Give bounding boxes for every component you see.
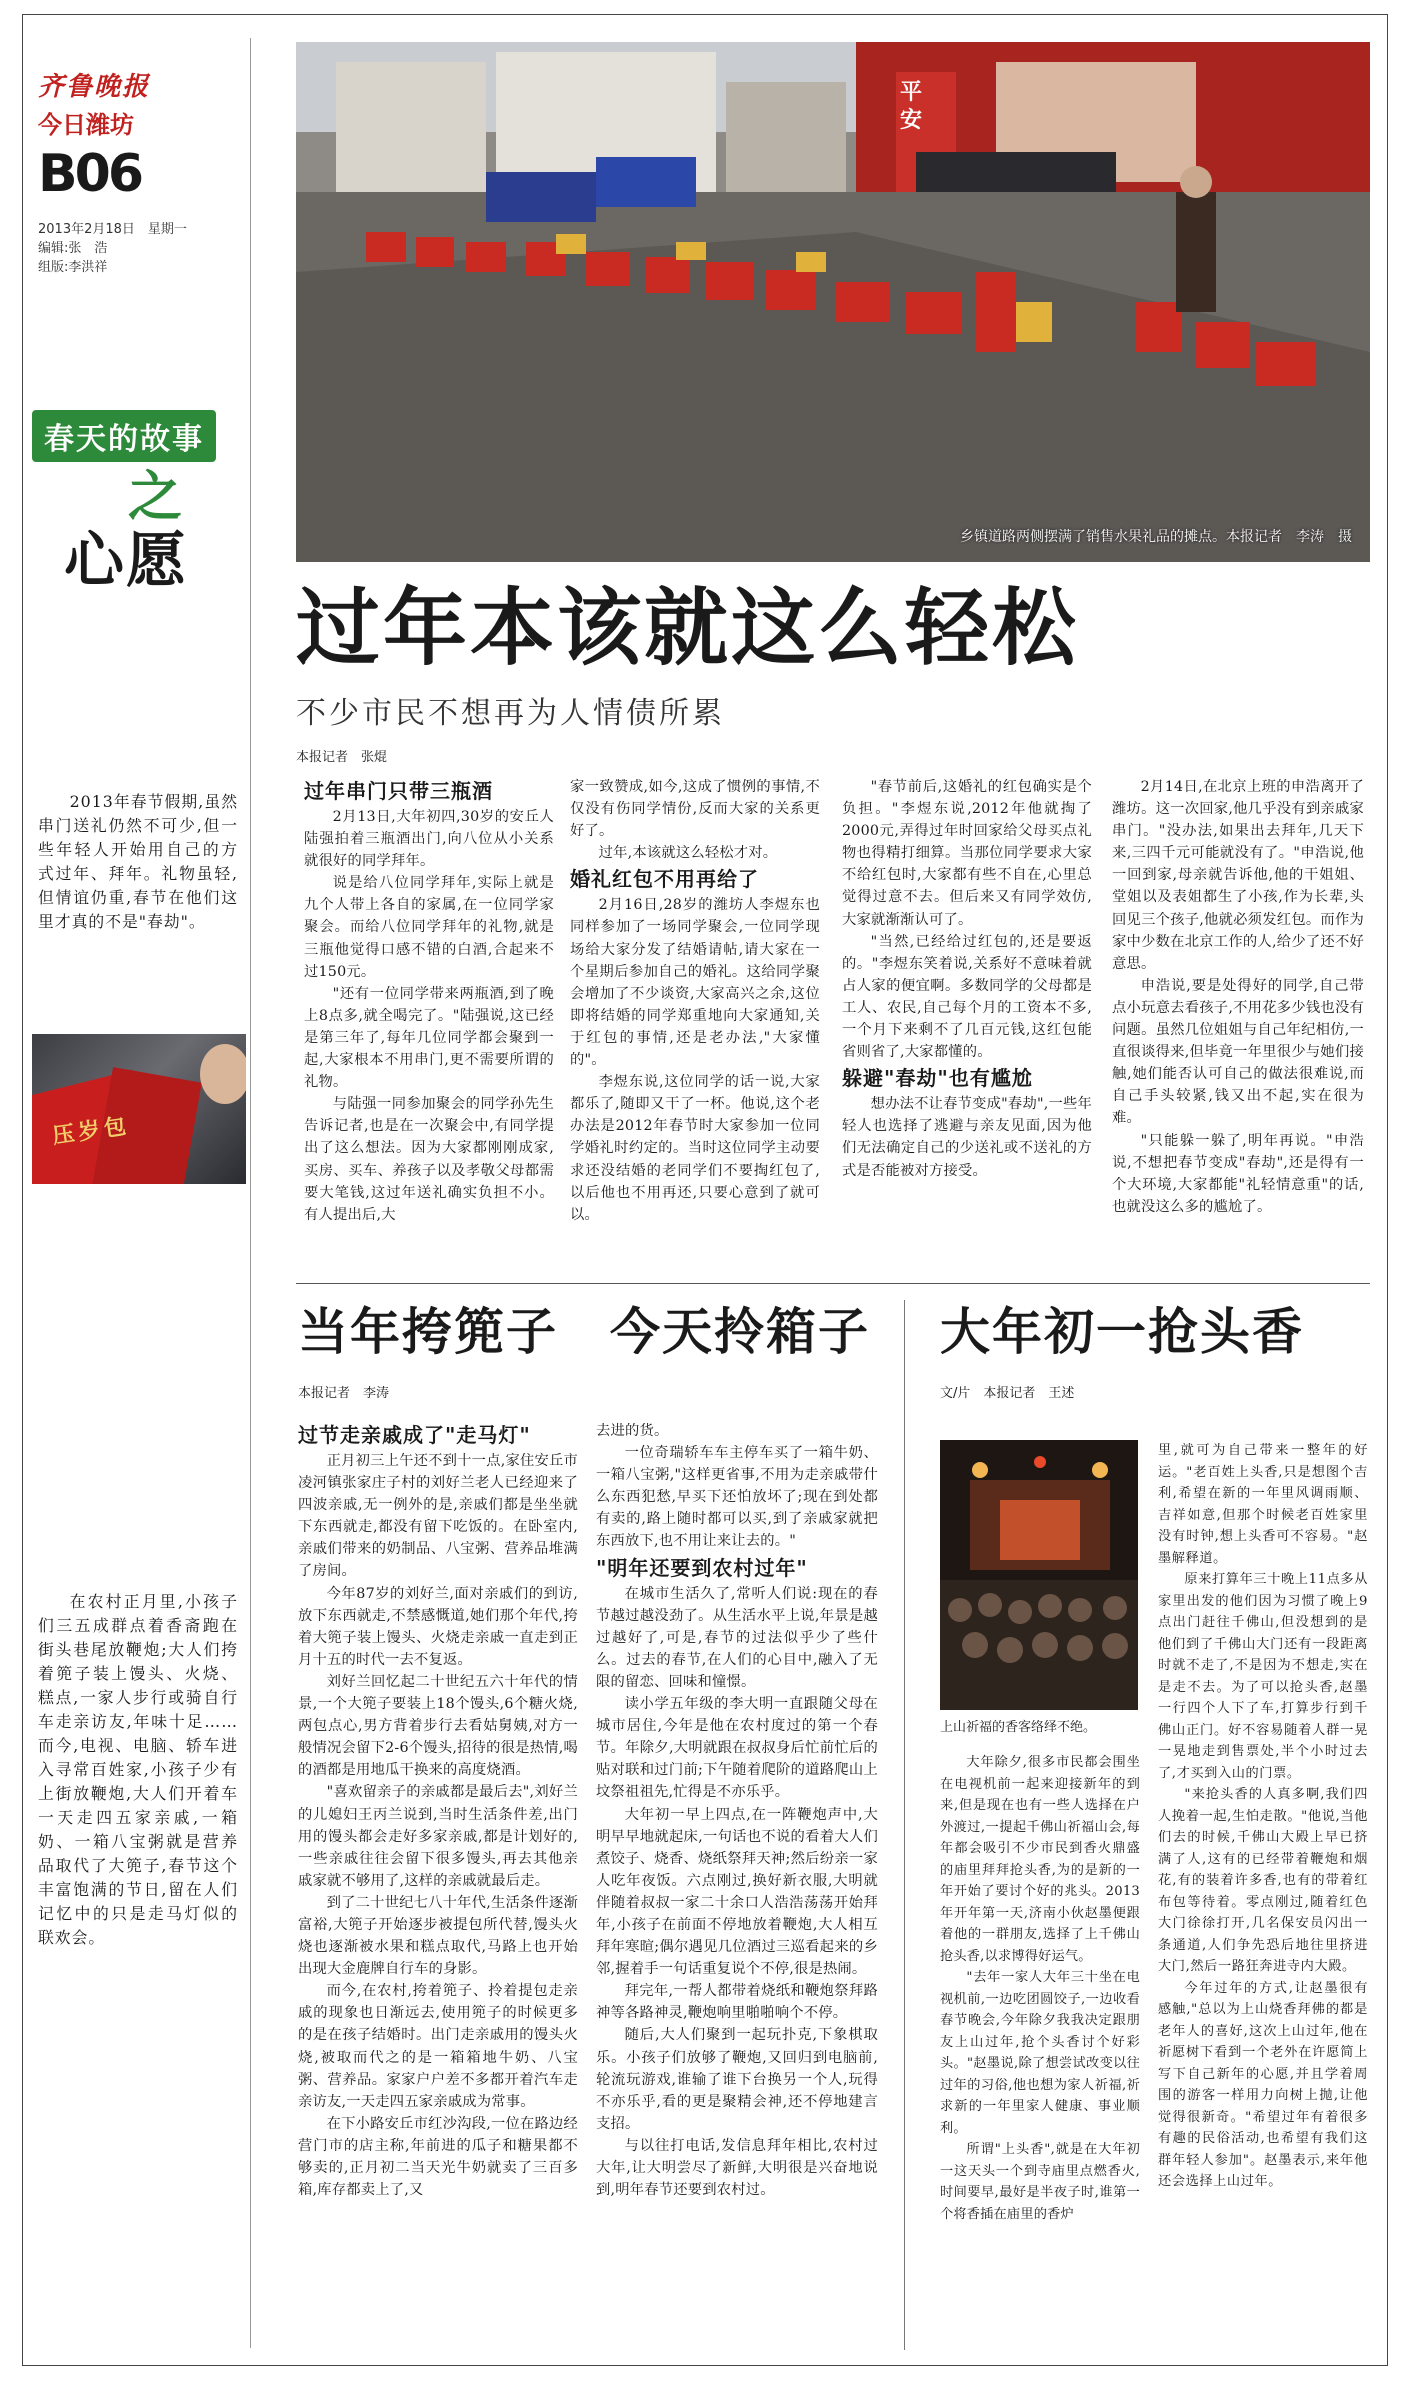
article1-subheadline: 不少市民不想再为人情债所累 [296, 696, 725, 731]
photo-market-street [296, 42, 1370, 562]
left-column-rule [250, 38, 251, 2348]
article3-column-2: 里,就可为自己带来一整年的好运。"老百姓上头香,只是想图个吉利,希望在新的一年里风调雨顺、吉祥如意,但那个时候老百姓家里没有时钟,想上头香可不容易。"赵墨解释道。 原来打算年三十晚上11点多从家里出发的他们因为习惯了晚上9点出门赶往千佛山,但没想到的是他们到了千佛山大门还有一段距离时就不走了,不是因为不想走,实在是走不去。为了可以抢头香,赵墨一行四个人下了车,打算步行到千佛山正门。好不容易随着人群一晃一晃地走到售票处,半个小时过去了,才买到入山的门票。 "来抢头香的人真多啊,我们四人挽着一起,生怕走散。"他说,当他们去的时候,千佛山大殿上早已挤满了人,这有的已经带着鞭炮和烟花,有的装着许多香,也有的带着红布包等待着。零点刚过,随着红色大门徐徐打开,几名保安员闪出一条通道,人们争先恐后地往里挤进大门,然后一路狂奔进寺内大殿。 今年过年的方式,让赵墨很有感触,"总以为上山烧香拜佛的都是老年人的喜好,这次上山过年,他在祈愿树下看到一个老外在许愿简上写下自己新年的心愿,并且学着周围的游客一样用力向树上抛,让他觉得很新奇。"希望过年有着很多有趣的民俗活动,也希望有我们这群年轻人参加"。赵墨表示,来年他还会选择上山过年。 [1158, 1443, 1368, 2189]
article2-subhead-1: 过节走亲戚成了"走马灯" [298, 1423, 531, 1447]
series-of: 之 [128, 464, 182, 528]
series-logo [32, 410, 232, 640]
article2-subhead-2: "明年还要到农村过年" [596, 1555, 808, 1580]
series-label: 春天的故事 [32, 410, 216, 462]
article1-subhead-2: 婚礼红包不用再给了 [570, 867, 759, 892]
article1-column-1: 过年串门只带三瓶酒 2月13日,大年初四,30岁的安丘人陆强拍着三瓶酒出门,向八位从小关系就很好的同学拜年。 说是给八位同学拜年,实际上就是九个人带上各自的家属,在一位同学家聚会。而给八位同学拜年的礼物,就是三瓶他觉得口感不错的白酒,合起来不过150元。 "还有一位同学带来两瓶酒,到了晚上8点多,就全喝完了。"陆强说,这已经是第三年了,每年几位同学都会聚到一起,大家根本不用串门,更不需要所谓的礼物。 与陆强一同参加聚会的同学孙先生告诉记者,也是在一次聚会中,有同学提出了这么想法。因为大家都刚刚成家,买房、买车、养孩子以及孝敬父母都需要大笔钱,这过年送礼确实负担不小。有人提出后,大 [304, 776, 554, 1276]
article2-headline: 当年挎篼子 今天拎箱子 [298, 1303, 870, 1361]
article1-subhead-1: 过年串门只带三瓶酒 [304, 779, 493, 803]
sidebar-countryside: 在农村正月里,小孩子们三五成群点着香斋跑在街头巷尾放鞭炮;大人们挎着篼子装上馒头、火烧、糕点,一家人步行或骑自行车走亲访友,年味十足……而今,电视、电脑、轿车进入寻常百姓家,小孩子少有上街放鞭炮,大人们开着车一天走四五家亲戚,一箱奶、一箱八宝粥就是营养品取代了大篼子,春节这个丰富饱满的节日,留在人们记忆中的只是走马灯似的联欢会。 [38, 1592, 238, 1947]
article1-byline: 本报记者 张焜 [296, 750, 388, 765]
issue-date: 2013年2月18日 星期一 [38, 222, 187, 237]
photo-top-caption: 乡镇道路两侧摆满了销售水果礼品的摊点。本报记者 李涛 摄 [960, 529, 1352, 545]
article2-byline: 本报记者 李涛 [298, 1386, 390, 1401]
layout-credit: 组版:李洪祥 [38, 260, 108, 275]
market-street-illustration [296, 42, 1370, 562]
article1-bottom-rule [296, 1283, 1370, 1284]
article3-byline: 文/片 本报记者 王述 [940, 1386, 1075, 1401]
article1-column-3: "春节前后,这婚礼的红包确实是个负担。"李煜东说,2012年他就掏了2000元,弄得过年时回家给父母买点礼物也得精打细算。当那位同学要求大家不给红包时,大家都有些不自在,心里总觉得过意不去。但后来又有同学效仿,大家就渐渐认可了。 "当然,已经给过红包的,还是要返的。"李煜东笑着说,关系好不意味着就占人家的便宜啊。多数同学的父母都是工人、农民,自己每个月的工资本不多,一个月下来剩不了几百元钱,这红包能省则省了,大家都懂的。 躲避"春劫"也有尴尬 想办法不让春节变成"春劫",一些年轻人也选择了逃避与亲友见面,因为他们无法确定自己的少送礼或不送礼的方式是否能被对方接受。 [842, 779, 1092, 1179]
article1-column-2: 家一致赞成,如今,这成了惯例的事情,不仅没有伤同学情份,反而大家的关系更好了。 过年,本该就这么轻松才对。 婚礼红包不用再给了 2月16日,28岁的潍坊人李煜东也同样参加了一场同学聚会,一位同学现场给大家分发了结婚请帖,请大家在一个星期后参加自己的婚礼。这给同学聚会增加了不少谈资,大家高兴之余,这位即将结婚的同学郑重地向大家通知,关于红包的事情,还是老办法,"大家懂的"。 李煜东说,这位同学的话一说,大家都乐了,随即又干了一杯。他说,这个老办法是2012年春节时大家参加一位同学婚礼时约定的。当时这位同学主动要求还没结婚的老同学们不要掏红包了,以后他也不用再还,只要心意到了就可以。 [570, 779, 820, 1223]
article3-column-1: 大年除夕,很多市民都会围坐在电视机前一起来迎接新年的到来,但是现在也有一些人选择在户外渡过,一提起千佛山祈福山会,每年都会吸引不少市民到香火鼎盛的庙里拜拜抢头香,为的是新的一年开始了要讨个好的兆头。2013年开年第一天,济南小伙赵墨便跟着他的一群朋友,选择了上千佛山抢头香,以求博得好运气。 "去年一家人大年三十坐在电视机前,一边吃团圆饺子,一边收看春节晚会,今年除夕我我决定跟朋友上山过年,抢个头香讨个好彩头。"赵墨说,除了想尝试改变以往过年的习俗,他也想为家人祈福,祈求新的一年里家人健康、事业顺利。 所谓"上头香",就是在大年初一这天头一个到寺庙里点燃香火,时间要早,最好是半夜子时,谁第一个将香插在庙里的香炉 [940, 1755, 1140, 2222]
sidebar-intro: 2013年春节假期,虽然串门送礼仍然不可少,但一些年轻人开始用自己的方式过年、拜年。礼物虽轻,但情谊仍重,春节在他们这里才真的不是"春劫"。 [38, 792, 238, 931]
shop-banner-text: 平安 [900, 79, 923, 133]
article2-column-2: 去进的货。 一位奇瑞轿车车主停车买了一箱牛奶、一箱八宝粥,"这样更省事,不用为走亲戚带什么东西犯愁,早买下还怕放坏了;现在到处都有卖的,路上随时都可以买,到了亲戚家就把东西放下,也不用让来让去的。" "明年还要到农村过年" 在城市生活久了,常听人们说:现在的春节越过越没劲了。从生活水平上说,年景是越过越好了,可是,春节的过法似乎少了些什么。过去的春节,在人们的心目中,融入了无限的留恋、回味和憧憬。 读小学五年级的李大明一直跟随父母在城市居住,今年是他在农村度过的第一个春节。年除夕,大明就跟在叔叔身后忙前忙后的贴对联和过门前;下午随着爬阶的道路爬山上坟祭祖祖先,忙得是不亦乐乎。 大年初一早上四点,在一阵鞭炮声中,大明早早地就起床,一句话也不说的看着大人们煮饺子、烧香、烧纸祭拜天神;然后纷亲一家人吃年夜饭。六点刚过,换好新衣服,大明就伴随着叔叔一家二十余口人浩浩荡荡开始拜年,小孩子在前面不停地放着鞭炮,大人相互拜年寒暄;偶尔遇见几位酒过三巡看起来的乡邻,握着手一句话重复说个不停,很是热闹。 拜完年,一帮人都带着烧纸和鞭炮祭拜路神等各路神灵,鞭炮响里啪啪响个不停。 随后,大人们聚到一起玩扑克,下象棋取乐。小孩子们放够了鞭炮,又回归到电脑前,轮流玩游戏,谁输了谁下台换另一个人,玩得不亦乐乎,看的更是聚精会神,还不停地建言支招。 与以往打电话,发信息拜年相比,农村过大年,让大明尝尽了新鲜,大明很是兴奋地说到,明年春节还要到农村过。 [596, 1423, 878, 2199]
section-name: 今日潍坊 [38, 111, 134, 139]
article2-column-1: 过节走亲戚成了"走马灯" 正月初三上午还不到十一点,家住安丘市凌河镇张家庄子村的刘好兰老人已经迎来了四波亲戚,无一例外的是,亲戚们都是坐坐就下东西就走,都没有留下吃饭的。在卧室内,亲戚们带来的奶制品、八宝粥、营养品堆满了房间。 今年87岁的刘好兰,面对亲戚们的到访,放下东西就走,不禁感慨道,她们那个年代,挎着大篼子装上馒头、火烧走亲戚一直走到正月十五的时代一去不复返。 刘好兰回忆起二十世纪五六十年代的情景,一个大篼子要装上18个馒头,6个糖火烧,两包点心,男方背着步行去看姑舅姨,对方一般情况会留下2-6个馒头,招待的很是热情,喝的酒都是用地瓜干换来的高度烧酒。 "喜欢留亲子的亲戚都是最后去",刘好兰的儿媳妇王丙兰说到,当时生活条件差,出门用的馒头都会走好多家亲戚,都是计划好的,一些亲戚往往会留下很多馒头,再去其他亲戚家就不够用了,这样的亲戚就最后走。 到了二十世纪七八十年代,生活条件逐渐富裕,大篼子开始逐步被提包所代替,馒头火烧也逐渐被水果和糕点取代,马路上也开始出现大金鹿牌自行车的身影。 而今,在农村,挎着篼子、拎着提包走亲戚的现象也日渐远去,使用篼子的时候更多的是在孩子结婚时。出门走亲戚用的馒头火烧,被取而代之的是一箱箱地牛奶、八宝粥、营养品。家家户户差不多都开着汽车走亲访友,一天走四五家亲戚成为常事。 在下小路安丘市红沙沟段,一位在路边经营门市的店主称,年前进的瓜子和糖果都不够卖的,正月初二当天光牛奶就卖了三百多箱,库存都卖上了,又 [298, 1420, 578, 2340]
article3-headline: 大年初一抢头香 [940, 1303, 1304, 1361]
page-number: B06 [38, 144, 141, 204]
paper-name: 齐鲁晚报 [38, 72, 151, 102]
series-topic: 心愿 [64, 526, 188, 596]
photo-red-envelopes [32, 1034, 246, 1184]
article3-photo-caption: 上山祈福的香客络绎不绝。 [940, 1720, 1097, 1735]
incense-crowd-illustration [940, 1440, 1138, 1710]
article1-headline: 过年本该就这么轻松 [296, 579, 1080, 677]
photo-incense-crowd [940, 1440, 1138, 1710]
article2-article3-rule [904, 1300, 905, 2350]
editor-credit: 编辑:张 浩 [38, 241, 108, 256]
envelope-text: 压岁包 [50, 1112, 132, 1150]
article1-subhead-3: 躲避"春劫"也有尴尬 [842, 1066, 1033, 1091]
masthead [38, 66, 258, 326]
article1-column-4: 2月14日,在北京上班的申浩离开了潍坊。这一次回家,他几乎没有到亲戚家串门。"没办法,如果出去拜年,几天下来,三四千元可能就没有了。"申浩说,他一回到家,母亲就告诉他,他的干姐姐、堂姐以及表姐都生了小孩,作为长辈,头回见三个孩子,他就必须发红包。而作为家中少数在北京工作的人,给少了还不好意思。 申浩说,要是处得好的同学,自己带点小玩意去看孩子,不用花多少钱也没有问题。虽然几位姐姐与自己年纪相仿,一直很谈得来,但毕竟一年里很少与她们接触,她们能否认可自己的做法很难说,而自己手头较紧,钱又出不起,实在很为难。 "只能躲一躲了,明年再说。"申浩说,不想把春节变成"春劫",还是得有一个大环境,大家都能"礼轻情意重"的话,也就没这么多的尴尬了。 [1112, 779, 1364, 1215]
